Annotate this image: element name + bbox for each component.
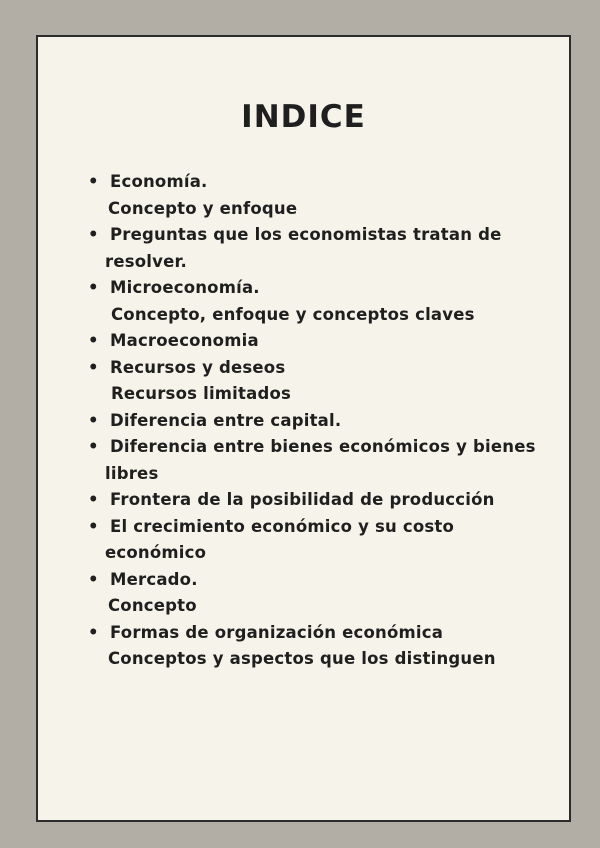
item-text: Formas de organización económica — [110, 622, 444, 642]
item-continuation — [86, 249, 566, 276]
bullet-icon: • — [88, 278, 99, 297]
item-continuation — [86, 540, 566, 567]
sub-item — [86, 593, 566, 620]
item-text: Conceptos y aspectos que los distinguen — [108, 649, 496, 668]
item-text: Recursos y deseos — [110, 357, 286, 377]
item-text: El crecimiento económico y su costo — [110, 516, 455, 536]
item-text: Preguntas que los economistas tratan de — [110, 225, 502, 244]
list-item — [86, 408, 566, 435]
bullet-icon: • — [88, 225, 99, 244]
bullet-icon: • — [88, 331, 99, 350]
bullet-icon: • — [88, 437, 99, 456]
sub-item — [86, 302, 566, 329]
list-item — [86, 620, 566, 647]
list-item — [86, 328, 566, 355]
item-text: Recursos limitados — [111, 384, 292, 403]
item-text: económico — [105, 543, 207, 562]
bullet-icon: • — [88, 490, 99, 509]
item-text: Frontera de la posibilidad de producción — [110, 490, 495, 509]
list-item — [86, 434, 566, 461]
sub-item — [86, 196, 566, 223]
list-item — [86, 514, 566, 541]
item-text: Macroeconomia — [110, 331, 259, 350]
bullet-icon: • — [88, 569, 99, 589]
item-text: resolver. — [105, 251, 187, 271]
item-text: Economía. — [110, 172, 208, 191]
list-item — [86, 275, 566, 302]
bullet-icon: • — [88, 357, 99, 377]
document-page — [36, 35, 571, 822]
list-item — [86, 222, 566, 249]
item-text: Mercado. — [110, 569, 198, 589]
item-text: Concepto y enfoque — [108, 198, 298, 218]
bullet-icon: • — [88, 622, 99, 642]
item-text: libres — [105, 463, 159, 483]
item-text: Diferencia entre capital. — [110, 410, 342, 430]
bullet-icon: • — [88, 410, 99, 430]
table-of-contents — [86, 169, 566, 673]
sub-item — [86, 381, 566, 408]
bullet-icon: • — [88, 172, 99, 191]
item-text: Diferencia entre bienes económicos y bienes — [110, 437, 536, 456]
list-item — [86, 567, 566, 594]
bullet-icon: • — [88, 516, 99, 536]
page-title: INDICE — [241, 99, 366, 135]
item-text: Concepto, enfoque y conceptos claves — [111, 304, 475, 324]
list-item — [86, 355, 566, 382]
item-text: Microeconomía. — [110, 278, 260, 297]
item-text: Concepto — [108, 596, 197, 615]
list-item — [86, 487, 566, 514]
sub-item — [86, 646, 566, 673]
item-continuation — [86, 461, 566, 488]
list-item — [86, 169, 566, 196]
